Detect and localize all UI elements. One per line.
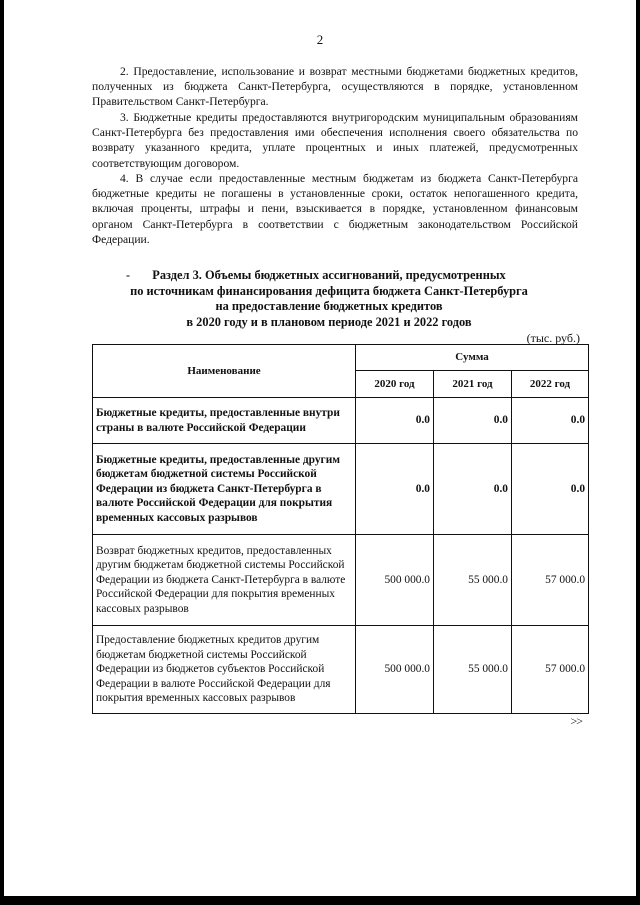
budget-table xyxy=(92,344,589,714)
row-name: Предоставление бюджетных кредитов другим бюджетам бюджетной системы Российской Федерации из бюджетов субъектов Российской Федерации в валюте Российской Федерации для покрытия временных кассовых разрывов xyxy=(93,626,356,714)
row-value-2021: 0.0 xyxy=(434,398,512,444)
paragraph-2: 2. Предоставление, использование и возврат местными бюджетами бюджетных кредитов, полученных из бюджета Санкт-Петербурга, осуществляются в порядке, установленном Правительством Санкт-Петербурга. xyxy=(92,65,578,109)
table-row xyxy=(93,398,589,444)
continuation-mark: >> xyxy=(570,714,582,728)
document-page xyxy=(4,0,636,896)
row-value-2021: 0.0 xyxy=(434,444,512,535)
header-year-2022: 2022 год xyxy=(512,371,589,398)
row-name: Возврат бюджетных кредитов, предоставленных другим бюджетам бюджетной системы Российской Федерации из бюджета Санкт-Петербурга в валюте Российской Федерации для покрытия временных кассовых разрывов xyxy=(93,535,356,626)
section-title-line: по источникам финансирования дефицита бюджета Санкт-Петербурга xyxy=(130,283,528,298)
row-value-2020: 500 000.0 xyxy=(356,626,434,714)
header-sum: Сумма xyxy=(356,345,589,371)
table-row xyxy=(93,444,589,535)
row-name: Бюджетные кредиты, предоставленные другим бюджетам бюджетной системы Российской Федерации из бюджета Санкт-Петербурга в валюте Российской Федерации для покрытия временных кассовых разрывов xyxy=(93,444,356,535)
row-value-2020: 0.0 xyxy=(356,444,434,535)
row-value-2022: 57 000.0 xyxy=(512,626,589,714)
header-name: Наименование xyxy=(93,345,356,398)
page-number: 2 xyxy=(316,32,324,47)
row-value-2020: 500 000.0 xyxy=(356,535,434,626)
row-value-2022: 57 000.0 xyxy=(512,535,589,626)
row-value-2022: 0.0 xyxy=(512,444,589,535)
scan-border xyxy=(0,896,640,905)
header-year-2020: 2020 год xyxy=(356,371,434,398)
row-value-2022: 0.0 xyxy=(512,398,589,444)
section-bullet: - xyxy=(126,268,130,282)
paragraph-4: 4. В случае если предоставленные местным бюджетам из бюджета Санкт-Петербурга бюджетные кредиты не погашены в установленные сроки, остаток непогашенного кредита, включая проценты, штрафы и пени, взыскивается в порядке, установленном финансовым органом Санкт-Петербурга в соответствии с бюджетным законодательством Российской Федерации. xyxy=(92,172,578,246)
row-value-2020: 0.0 xyxy=(356,398,434,444)
section-title xyxy=(99,268,559,330)
row-value-2021: 55 000.0 xyxy=(434,535,512,626)
section-title-line: на предоставление бюджетных кредитов xyxy=(215,299,443,314)
paragraph-3: 3. Бюджетные кредиты предоставляются внутригородским муниципальным образованиям Санкт-Петербурга без предоставления ими обеспечения исполнения своего обязательства по возврату указанного кредита, уплате процентных и иных платежей, предусмотренных соответствующим договором. xyxy=(92,111,578,170)
section-title-line: в 2020 году и в плановом периоде 2021 и 2022 годов xyxy=(186,314,472,329)
units-label: (тыс. руб.) xyxy=(526,331,580,345)
header-year-2021: 2021 год xyxy=(434,371,512,398)
table-row xyxy=(93,535,589,626)
row-value-2021: 55 000.0 xyxy=(434,626,512,714)
section-title-line: Раздел 3. Объемы бюджетных ассигнований, предусмотренных xyxy=(152,268,506,282)
row-name: Бюджетные кредиты, предоставленные внутри страны в валюте Российской Федерации xyxy=(93,398,356,444)
table-row xyxy=(93,626,589,714)
